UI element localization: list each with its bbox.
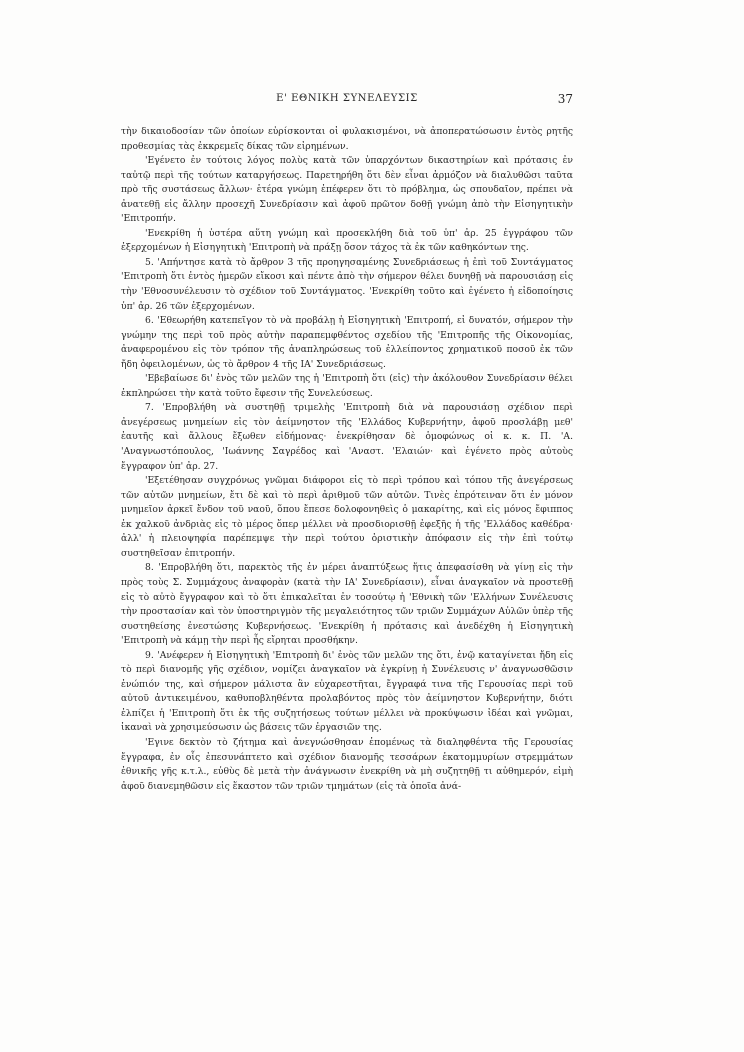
paragraph: 'Εβεβαίωσε δι' ἑνὸς τῶν μελῶν της ἡ 'Επιτροπὴ ὅτι (εἰς) τὴν ἀκόλουθον Συνεδρίασιν θέλει ἐκπληρώσει τὴν κατὰ τοῦτο ἔφεσιν τῆς Συνελεύσεως. (121, 373, 573, 399)
paragraph-item-6: 6. 'Εθεωρήθη κατεπεῖγον τὸ νὰ προβάλῃ ἡ Εἰσηγητικὴ 'Επιτροπή, εἰ δυνατόν, σήμερον τὴν γνώμην της περὶ τοῦ πρὸς αὐτὴν παραπεμφθέντος σχεδίου τῆς 'Επιτροπῆς τῆς Οἰκονομίας, ἀναφερομένου εἰς τὸν τρόπον τῆς ἀναπληρώσεως τοῦ ἐλλείποντος χρηματικοῦ ποσοῦ ἐκ τῶν ἤδη ὀφειλομένων, ὡς τὸ ἄρθρον 4 τῆς ΙΑ' Συνεδριάσεως. (121, 315, 573, 370)
paragraph: 'Εγινε δεκτὸν τὸ ζήτημα καὶ ἀνεγνώσθησαν ἐπομένως τὰ διαληφθέντα τῆς Γερουσίας ἔγγραφα, ἐν οἷς ἐπεσυνάπτετο καὶ σχέδιον διανομῆς τεσσάρων ἑκατομμυρίων στρεμμάτων ἐθνικῆς γῆς κ.τ.λ., εὐθὺς δὲ μετὰ τὴν ἀνάγνωσιν ἐνεκρίθη νὰ μὴ συζητηθῇ τι αὐθημερόν, εἰμὴ ἀφοῦ διανεμηθῶσιν εἰς ἕκαστον τῶν τριῶν τμημάτων (εἰς τὰ ὁποῖα ἀνά- (121, 736, 573, 792)
paragraph: 'Εξετέθησαν συγχρόνως γνῶμαι διάφοροι εἰς τὸ περὶ τρόπου καὶ τόπου τῆς ἀνεγέρσεως τῶν αὐτῶν μνημείων, ἔτι δὲ καὶ τὸ περὶ ἀριθμοῦ τῶν αὐτῶν. Τινὲς ἐπρότειναν ὅτι ἐν μόνον μνημεῖον ἀρκεῖ ἔνδον τοῦ ναοῦ, ὅπου ἔπεσε δολοφονηθεὶς ὁ μακαρίτης, καὶ εἰς μόνος ἔφιππος ἐκ χαλκοῦ ἀνδριὰς εἰς τὸ μέρος ὅπερ μέλλει νὰ προσδιορισθῇ ἐφεξῆς ἡ τῆς 'Ελλάδος καθέδρα· ἀλλ' ἡ πλειοψηφία παρέπεμψε τὴν περὶ τούτου ὁριστικὴν ἀπόφασιν εἰς τὴν ἐπὶ τούτῳ συστηθεῖσαν ἐπιτροπήν. (121, 475, 573, 559)
paragraph-item-7: 7. 'Επροβλήθη νὰ συστηθῇ τριμελὴς 'Επιτροπὴ διὰ νὰ παρουσιάσῃ σχέδιον περὶ ἀνεγέρσεως μνημείων εἰς τὸν ἀείμνηστον τῆς 'Ελλάδος Κυβερνήτην, ἀφοῦ προσλάβῃ μεθ' ἑαυτῆς καὶ ἄλλους ἔξωθεν εἰδήμονας· ἐνεκρίθησαν δὲ ὁμοφώνως οἱ κ. κ. Π. 'Α. 'Αναγνωστόπουλος, 'Ιωάννης Σαγρέδος καὶ 'Αναστ. 'Ελαιών· καὶ ἐγένετο πρὸς αὐτοὺς ἔγγραφον ὑπ' ἀρ. 27. (121, 402, 573, 472)
running-title: Ε' ΕΘΝΙΚΗ ΣΥΝΕΛΕΥΣΙΣ (276, 93, 418, 104)
body-text (121, 125, 573, 794)
paragraph-item-5: 5. 'Απήντησε κατὰ τὸ ἄρθρον 3 τῆς προηγησαμένης Συνεδριάσεως ἡ ἐπὶ τοῦ Συντάγματος 'Επιτροπὴ ὅτι ἐντὸς ἡμερῶν εἴκοσι καὶ πέντε ἀπὸ τὴν σήμερον θέλει δυνηθῇ νὰ παρουσιάσῃ εἰς τὴν 'Εθνοσυνέλευσιν τὸ σχέδιον τοῦ Συντάγματος. 'Ενεκρίθη τοῦτο καὶ ἐγένετο ἡ εἰδοποίησις ὑπ' ἀρ. 26 τῶν ἐξερχομένων. (121, 256, 573, 312)
paragraph-item-8: 8. 'Επροβλήθη ὅτι, παρεκτὸς τῆς ἐν μέρει ἀναπτύξεως ἥτις ἀπεφασίσθη νὰ γίνῃ εἰς τὴν πρὸς τοὺς Σ. Συμμάχους ἀναφορὰν (κατὰ τὴν ΙΑ' Συνεδρίασιν), εἶναι ἀναγκαῖον νὰ προστεθῇ εἰς τὸ αὐτὸ ἔγγραφον καὶ τὸ ὅτι ἐπικαλεῖται ἐν τοσούτῳ ἡ 'Εθνικὴ τῶν 'Ελλήνων Συνέλευσις τὴν προστασίαν καὶ τὸν ὑποστηριγμὸν τῆς μεγαλειότητος τῶν τριῶν Συμμάχων Αὐλῶν ὑπὲρ τῆς συστηθείσης ἐνεστώσης Κυβερνήσεως. 'Ενεκρίθη ἡ πρότασις καὶ ἀνεδέχθη ἡ Εἰσηγητικὴ 'Επιτροπὴ νὰ κάμῃ τὴν περὶ ἧς εἴρηται προσθήκην. (121, 562, 573, 647)
paragraph: 'Ενεκρίθη ἡ ὑστέρα αὕτη γνώμη καὶ προσεκλήθη διὰ τοῦ ὑπ' ἀρ. 25 ἐγγράφου τῶν ἐξερχομένων ἡ Εἰσηγητικὴ 'Επιτροπὴ νὰ πράξῃ ὅσον τάχος τὰ ἐκ τῶν καθηκόντων της. (121, 227, 573, 254)
paragraph: 'Εγένετο ἐν τούτοις λόγος πολὺς κατὰ τῶν ὑπαρχόντων δικαστηρίων καὶ πρότασις ἐν ταὐτῷ περὶ τῆς τούτων καταργήσεως. Παρετηρήθη ὅτι δὲν εἶναι ἁρμόζον νὰ διαλυθῶσι ταῦτα πρὸ τῆς συστάσεως ἄλλων· ἑτέρα γνώμη ἐπέφερεν ὅτι τὸ πρόβλημα, ὡς σπουδαῖον, πρέπει νὰ ἀνατεθῇ εἰς ἄλλην προσεχῆ Συνεδρίασιν καὶ ἀφοῦ πρῶτον δοθῇ γνώμη ἀπὸ τὴν Εἰσηγητικὴν 'Επιτροπήν. (121, 155, 573, 225)
paragraph: τὴν δικαιοδοσίαν τῶν ὁποίων εὑρίσκονται οἱ φυλακισμένοι, νὰ ἀποπερατώσωσιν ἐντὸς ρητῆς προθεσμίας τὰς ἐκκρεμεῖς δίκας τῶν εἰρημένων. (121, 126, 573, 152)
page-header (121, 93, 573, 111)
paragraph-item-9: 9. 'Ανέφερεν ἡ Εἰσηγητικὴ 'Επιτροπὴ δι' ἑνὸς τῶν μελῶν της ὅτι, ἐνῷ καταγίνεται ἤδη εἰς τὸ περὶ διανομῆς γῆς σχέδιον, νομίζει ἀναγκαῖον νὰ ἐγκρίνῃ ἡ Συνέλευσις ν' ἀναγνωσθῶσιν ἐνώπιόν της, καὶ σήμερον μάλιστα ἂν εὐχαρεστῆται, ἔγγραφά τινα τῆς Γερουσίας περὶ τοῦ αὐτοῦ ἀντικειμένου, καθυποβληθέντα προλαβόντος πρὸς τὸν ἀείμνηστον Κυβερνήτην, διότι ἐλπίζει ἡ 'Επιτροπὴ ὅτι ἐκ τῆς συζητήσεως τούτων μέλλει νὰ προκύψωσιν ἰδέαι καὶ γνῶμαι, ἱκαναὶ νὰ χρησιμεύσωσιν ὡς βάσεις τῶν ἐργασιῶν της. (121, 649, 573, 734)
page-number: 37 (557, 92, 573, 106)
